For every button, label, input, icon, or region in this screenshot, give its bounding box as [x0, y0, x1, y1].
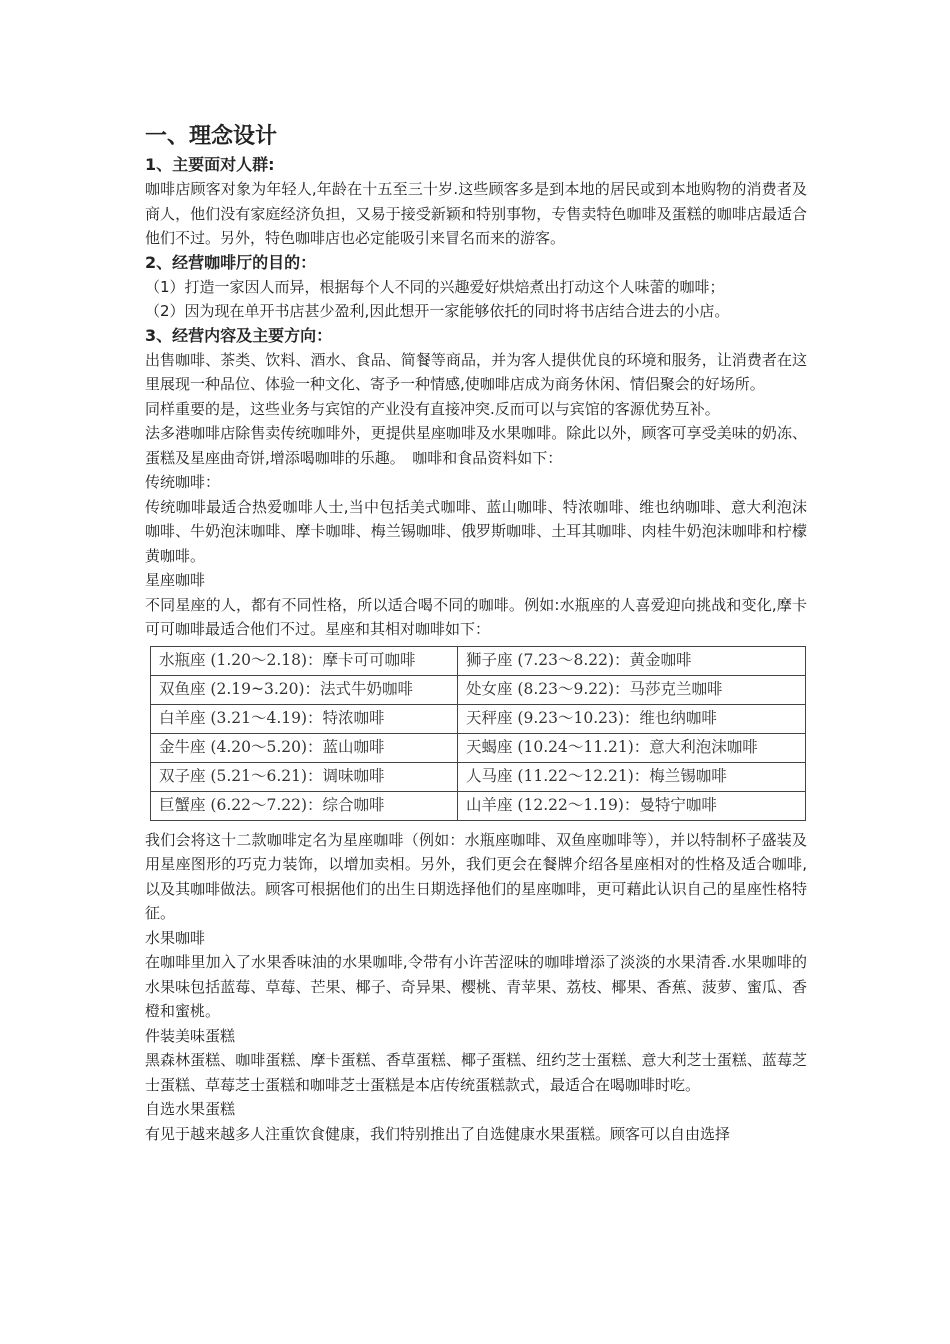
table-row [151, 733, 806, 762]
subheading-traditional-coffee: 传统咖啡： [145, 473, 221, 491]
document-page [145, 122, 807, 1146]
subheading-zodiac-coffee: 星座咖啡 [145, 571, 206, 589]
table-cell: 双子座 (5.21～6.21)：调味咖啡 [151, 762, 458, 791]
purpose-item-2: （2）因为现在单开书店甚少盈利,因此想开一家能够依托的同时将书店结合进去的小店。 [145, 302, 730, 320]
table-cell: 山羊座 (12.22～1.19)：曼特宁咖啡 [458, 791, 806, 820]
paragraph-traditional-coffee: 传统咖啡最适合热爱咖啡人士,当中包括美式咖啡、蓝山咖啡、特浓咖啡、维也纳咖啡、意大利泡沫咖啡、牛奶泡沫咖啡、摩卡咖啡、梅兰锡咖啡、俄罗斯咖啡、土耳其咖啡、肉桂牛奶泡沫咖啡和柠檬黄咖啡。 [145, 497, 807, 565]
table-cell: 天蝎座 (10.24～11.21)：意大利泡沫咖啡 [458, 733, 806, 762]
table-cell: 金牛座 (4.20～5.20)：蓝山咖啡 [151, 733, 458, 762]
paragraph-business-2: 同样重要的是，这些业务与宾馆的产业没有直接冲突.反而可以与宾馆的客源优势互补。 [145, 399, 720, 418]
heading-business-content: 3、经营内容及主要方向： [145, 325, 333, 345]
table-cell: 人马座 (11.22～12.21)：梅兰锡咖啡 [458, 762, 806, 791]
heading-purpose: 2、经营咖啡厅的目的： [145, 252, 317, 272]
table-cell: 水瓶座 (1.20～2.18)：摩卡可可咖啡 [151, 646, 458, 675]
paragraph-business-3: 法多港咖啡店除售卖传统咖啡外，更提供星座咖啡及水果咖啡。除此以外，顾客可享受美味的奶冻、蛋糕及星座曲奇饼,增添喝咖啡的乐趣。 咖啡和食品资料如下： [145, 424, 807, 467]
paragraph-business-1: 出售咖啡、茶类、饮料、酒水、食品、简餐等商品，并为客人提供优良的环境和服务，让消费者在这里展现一种品位、体验一种文化、寄予一种情感,使咖啡店成为商务休闲、情侣聚会的好场所。 [145, 350, 807, 393]
table-row [151, 791, 806, 820]
table-row [151, 675, 806, 704]
table-row [151, 762, 806, 791]
table-cell: 处女座 (8.23～9.22)：马莎克兰咖啡 [458, 675, 806, 704]
zodiac-coffee-table [150, 646, 806, 821]
table-row [151, 704, 806, 733]
paragraph-zodiac-coffee: 不同星座的人，都有不同性格，所以适合喝不同的咖啡。例如:水瓶座的人喜爱迎向挑战和变化,摩卡可可咖啡最适合他们不过。星座和其相对咖啡如下： [145, 595, 807, 638]
paragraph-zodiac-details: 我们会将这十二款咖啡定名为星座咖啡（例如：水瓶座咖啡、双鱼座咖啡等），并以特制杯子盛装及用星座图形的巧克力装饰，以增加卖相。另外，我们更会在餐牌介绍各星座相对的性格及适合咖啡,以及其咖啡做法。顾客可根据他们的出生日期选择他们的星座咖啡，更可藉此认识自己的星座性格特征。 [145, 830, 807, 922]
subheading-fruit-cake: 自选水果蛋糕 [145, 1100, 236, 1118]
table-cell: 双鱼座 (2.19~3.20)：法式牛奶咖啡 [151, 675, 458, 704]
purpose-item-1: （1）打造一家因人而异，根据每个人不同的兴趣爱好烘焙煮出打动这个人味蕾的咖啡； [145, 277, 725, 296]
heading-target-customers: 1、主要面对人群: [145, 155, 275, 174]
subheading-cakes: 件装美味蛋糕 [145, 1026, 236, 1045]
section-title: 一、理念设计 [145, 124, 278, 149]
table-cell: 天秤座 (9.23～10.23)：维也纳咖啡 [458, 704, 806, 733]
paragraph-fruit-cake: 有见于越来越多人注重饮食健康，我们特别推出了自选健康水果蛋糕。顾客可以自由选择 [145, 1124, 731, 1143]
subheading-fruit-coffee: 水果咖啡 [145, 928, 206, 947]
paragraph-target-customers: 咖啡店顾客对象为年轻人,年龄在十五至三十岁.这些顾客多是到本地的居民或到本地购物的消费者及商人，他们没有家庭经济负担，又易于接受新颖和特别事物，专售卖特色咖啡及蛋糕的咖啡店最适合他们不过。另外，特色咖啡店也必定能吸引来冒名而来的游客。 [145, 180, 807, 247]
table-row [151, 646, 806, 675]
paragraph-fruit-coffee: 在咖啡里加入了水果香味油的水果咖啡,令带有小许苦涩味的咖啡增添了淡淡的水果清香.水果咖啡的水果味包括蓝莓、草莓、芒果、椰子、奇异果、樱桃、青苹果、荔枝、椰果、香蕉、菠萝、蜜瓜、香橙和蜜桃。 [145, 953, 807, 1020]
table-cell: 白羊座 (3.21～4.19)：特浓咖啡 [151, 704, 458, 733]
table-cell: 狮子座 (7.23～8.22)：黄金咖啡 [458, 646, 806, 675]
paragraph-cakes: 黑森林蛋糕、咖啡蛋糕、摩卡蛋糕、香草蛋糕、椰子蛋糕、纽约芝士蛋糕、意大利芝士蛋糕、蓝莓芝士蛋糕、草莓芝士蛋糕和咖啡芝士蛋糕是本店传统蛋糕款式，最适合在喝咖啡时吃。 [145, 1051, 807, 1094]
table-cell: 巨蟹座 (6.22～7.22)：综合咖啡 [151, 791, 458, 820]
